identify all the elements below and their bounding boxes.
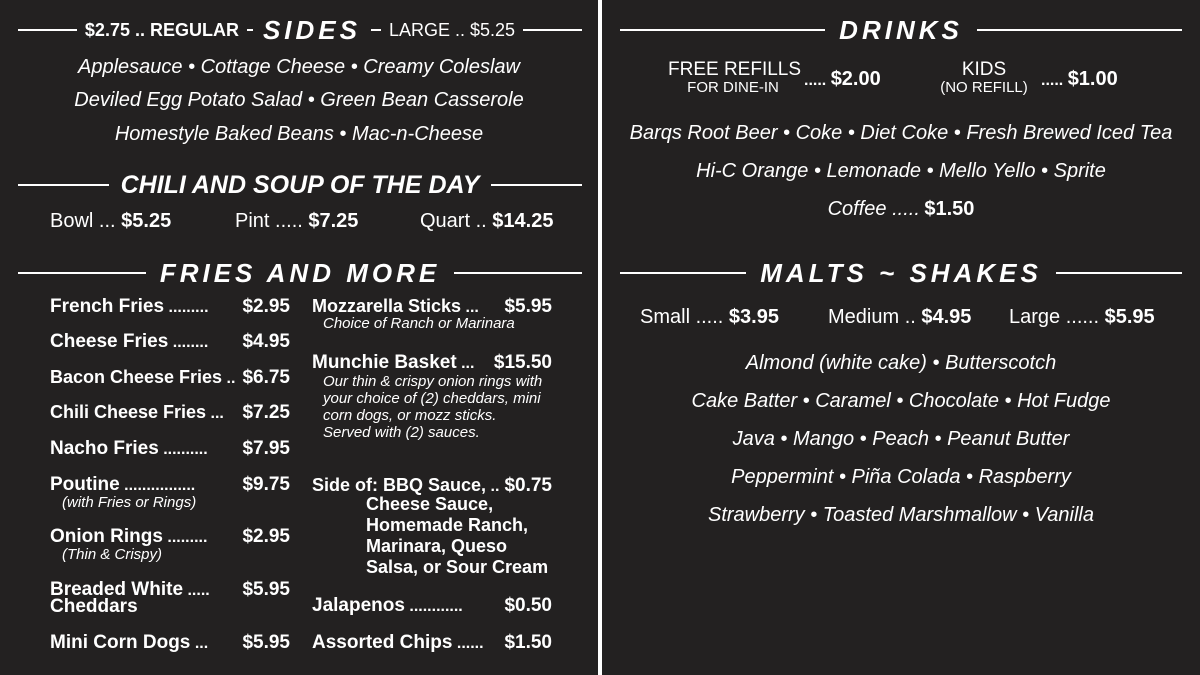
coffee-label: Coffee ..... bbox=[827, 198, 920, 220]
item-name: Munchie Basket bbox=[312, 352, 457, 373]
size-price: $5.95 bbox=[1104, 306, 1155, 328]
chili-title: CHILI AND SOUP OF THE DAY bbox=[120, 171, 480, 199]
item-name: Mini Corn Dogs bbox=[50, 632, 191, 653]
sides-line: Applesauce • Cottage Cheese • Creamy Coleslaw bbox=[77, 56, 520, 78]
item-price: $2.95 bbox=[242, 526, 290, 547]
sides-header bbox=[18, 15, 582, 45]
item-name: Mozzarella Sticks bbox=[312, 296, 462, 316]
sides-line: Homestyle Baked Beans • Mac-n-Cheese bbox=[114, 123, 484, 145]
item-price: $15.50 bbox=[493, 352, 552, 373]
item-dots: .. bbox=[226, 370, 236, 387]
item-price: $4.95 bbox=[242, 331, 290, 352]
free-refills-label bbox=[668, 59, 802, 96]
item-price: $9.75 bbox=[242, 474, 290, 495]
header-rule bbox=[620, 29, 825, 31]
sauce-line: Homemade Ranch, bbox=[366, 515, 529, 535]
kids-drink-label bbox=[932, 60, 1036, 96]
header-rule bbox=[620, 272, 746, 274]
item-dots: ... bbox=[461, 355, 475, 372]
malts-flavor-line: Almond (white cake) • Butterscotch bbox=[745, 352, 1057, 374]
item-name: Nacho Fries bbox=[50, 438, 159, 459]
size-label: Medium .. bbox=[828, 306, 916, 328]
item-name: Bacon Cheese Fries bbox=[50, 367, 223, 387]
malts-title: MALTS ~ SHAKES bbox=[760, 258, 1042, 288]
refills-dots: ..... bbox=[804, 72, 827, 89]
size-price: $3.95 bbox=[728, 306, 779, 328]
malts-size-medium bbox=[828, 306, 971, 329]
item-dots: .......... bbox=[163, 441, 208, 458]
coffee-row bbox=[602, 198, 1200, 221]
item-name: Jalapenos bbox=[312, 595, 405, 616]
item-name: Side of: BBQ Sauce, bbox=[312, 475, 487, 495]
drinks-title: DRINKS bbox=[839, 15, 963, 45]
size-label: Quart .. bbox=[420, 210, 487, 232]
item-note: (Thin & Crispy) bbox=[62, 546, 163, 563]
item-name: Chili Cheese Fries bbox=[50, 402, 207, 422]
item-dots: ......... bbox=[168, 299, 209, 316]
sauce-line: Marinara, Queso bbox=[366, 536, 508, 556]
drinks-line: Barqs Root Beer • Coke • Diet Coke • Fresh Brewed Iced Tea bbox=[629, 122, 1173, 144]
right-menu-panel bbox=[602, 0, 1200, 675]
fries-item-bacon bbox=[50, 367, 290, 388]
fries-item-nacho bbox=[50, 438, 290, 460]
fries-item-jalapenos bbox=[312, 595, 552, 617]
size-label: Bowl ... bbox=[50, 210, 116, 232]
refills-sub: FOR DINE-IN bbox=[687, 79, 779, 96]
fries-item-cheese bbox=[50, 331, 290, 353]
item-name-continued: Cheddars bbox=[50, 596, 138, 617]
kids-dots: ..... bbox=[1041, 72, 1064, 89]
chili-size-quart bbox=[420, 210, 553, 233]
item-price: $1.50 bbox=[504, 632, 552, 653]
fries-item-french bbox=[50, 296, 290, 318]
item-name: Cheese Fries bbox=[50, 331, 169, 352]
size-price: $5.25 bbox=[121, 210, 172, 232]
sides-line: Deviled Egg Potato Salad • Green Bean Casserole bbox=[74, 89, 524, 111]
malts-header bbox=[620, 258, 1182, 288]
item-name: French Fries bbox=[50, 296, 165, 317]
fries-item-breaded-cheddars bbox=[50, 579, 290, 618]
header-rule bbox=[977, 29, 1182, 31]
item-price: $5.95 bbox=[504, 296, 552, 317]
fries-item-chili bbox=[50, 402, 290, 423]
item-name: Breaded White bbox=[50, 579, 184, 600]
malts-flavor-line: Peppermint • Piña Colada • Raspberry bbox=[731, 466, 1071, 488]
kids-price: $1.00 bbox=[1067, 68, 1118, 90]
item-dots: ......... bbox=[167, 529, 208, 546]
item-dots: ...... bbox=[456, 635, 484, 652]
header-rule bbox=[18, 184, 109, 186]
fries-item-onion-rings bbox=[50, 526, 290, 563]
item-dots: ... bbox=[465, 299, 479, 316]
item-name: Assorted Chips bbox=[312, 632, 453, 653]
item-price: $0.75 bbox=[504, 475, 552, 496]
item-name: Onion Rings bbox=[50, 526, 163, 547]
item-dots: .. bbox=[490, 478, 500, 495]
sides-large-price: LARGE .. $5.25 bbox=[389, 19, 516, 40]
fries-item-assorted-chips bbox=[312, 632, 552, 654]
free-refills-price-row bbox=[804, 68, 881, 91]
chili-size-pint bbox=[235, 210, 358, 233]
sauce-line: Cheese Sauce, bbox=[366, 494, 494, 514]
header-rule bbox=[491, 184, 582, 186]
size-label: Small ..... bbox=[640, 306, 724, 328]
header-rule bbox=[18, 272, 146, 274]
item-dots: ............ bbox=[409, 598, 463, 615]
sauce-line: Salsa, or Sour Cream bbox=[366, 557, 549, 577]
kids-label: KIDS bbox=[961, 59, 1007, 80]
sides-title: SIDES bbox=[262, 15, 361, 45]
header-rule bbox=[523, 29, 582, 31]
malts-size-small bbox=[640, 306, 779, 329]
item-dots: ... bbox=[210, 405, 224, 422]
fries-item-poutine bbox=[50, 474, 290, 511]
item-dots: ... bbox=[194, 635, 209, 652]
size-price: $14.25 bbox=[492, 210, 554, 232]
fries-title: FRIES AND MORE bbox=[159, 258, 441, 288]
item-description: Our thin & crispy onion rings with your choice of (2) cheddars, mini corn dogs, or mozz sticks. Served with (2) sauces. bbox=[323, 373, 543, 441]
fries-item-munchie-basket bbox=[312, 352, 552, 441]
malts-flavor-line: Strawberry • Toasted Marshmallow • Vanilla bbox=[707, 504, 1094, 526]
size-price: $4.95 bbox=[921, 306, 972, 328]
sauce-list bbox=[366, 494, 552, 578]
kids-price-row bbox=[1041, 68, 1118, 91]
size-label: Large ...... bbox=[1009, 306, 1100, 328]
fries-item-mini-corn-dogs bbox=[50, 632, 290, 654]
item-name: Poutine bbox=[50, 474, 120, 495]
item-price: $5.95 bbox=[242, 632, 290, 653]
header-rule bbox=[18, 29, 77, 31]
malts-flavor-line: Cake Batter • Caramel • Chocolate • Hot Fudge bbox=[691, 390, 1111, 412]
header-rule bbox=[454, 272, 582, 274]
coffee-price: $1.50 bbox=[924, 198, 975, 220]
kids-sub: (NO REFILL) bbox=[940, 79, 1028, 96]
item-price: $6.75 bbox=[242, 367, 290, 388]
header-rule bbox=[1056, 272, 1182, 274]
sides-regular-price: $2.75 .. REGULAR bbox=[84, 19, 239, 40]
item-dots: ........ bbox=[172, 334, 209, 351]
drinks-header bbox=[620, 15, 1182, 45]
fries-header bbox=[18, 258, 582, 288]
refills-price: $2.00 bbox=[830, 68, 881, 90]
drinks-line: Hi-C Orange • Lemonade • Mello Yello • Sprite bbox=[696, 160, 1106, 182]
item-dots: ..... bbox=[187, 582, 210, 599]
malts-flavor-line: Java • Mango • Peach • Peanut Butter bbox=[732, 428, 1070, 450]
fries-item-side-sauces bbox=[312, 475, 552, 578]
chili-size-bowl bbox=[50, 210, 171, 233]
chili-header bbox=[18, 170, 582, 200]
item-note: (with Fries or Rings) bbox=[62, 494, 197, 511]
item-price: $7.95 bbox=[242, 438, 290, 459]
fries-item-mozzarella-sticks bbox=[312, 296, 552, 332]
item-price: $0.50 bbox=[504, 595, 552, 616]
item-dots: ................ bbox=[124, 477, 196, 494]
item-price: $5.95 bbox=[242, 579, 290, 600]
item-price: $2.95 bbox=[242, 296, 290, 317]
left-menu-panel bbox=[0, 0, 598, 675]
malts-size-large bbox=[1009, 306, 1155, 329]
size-price: $7.25 bbox=[308, 210, 359, 232]
size-label: Pint ..... bbox=[235, 210, 303, 232]
item-price: $7.25 bbox=[242, 402, 290, 423]
refills-label: FREE REFILLS bbox=[668, 59, 802, 80]
header-rule bbox=[371, 29, 381, 31]
item-note: Choice of Ranch or Marinara bbox=[323, 315, 515, 332]
